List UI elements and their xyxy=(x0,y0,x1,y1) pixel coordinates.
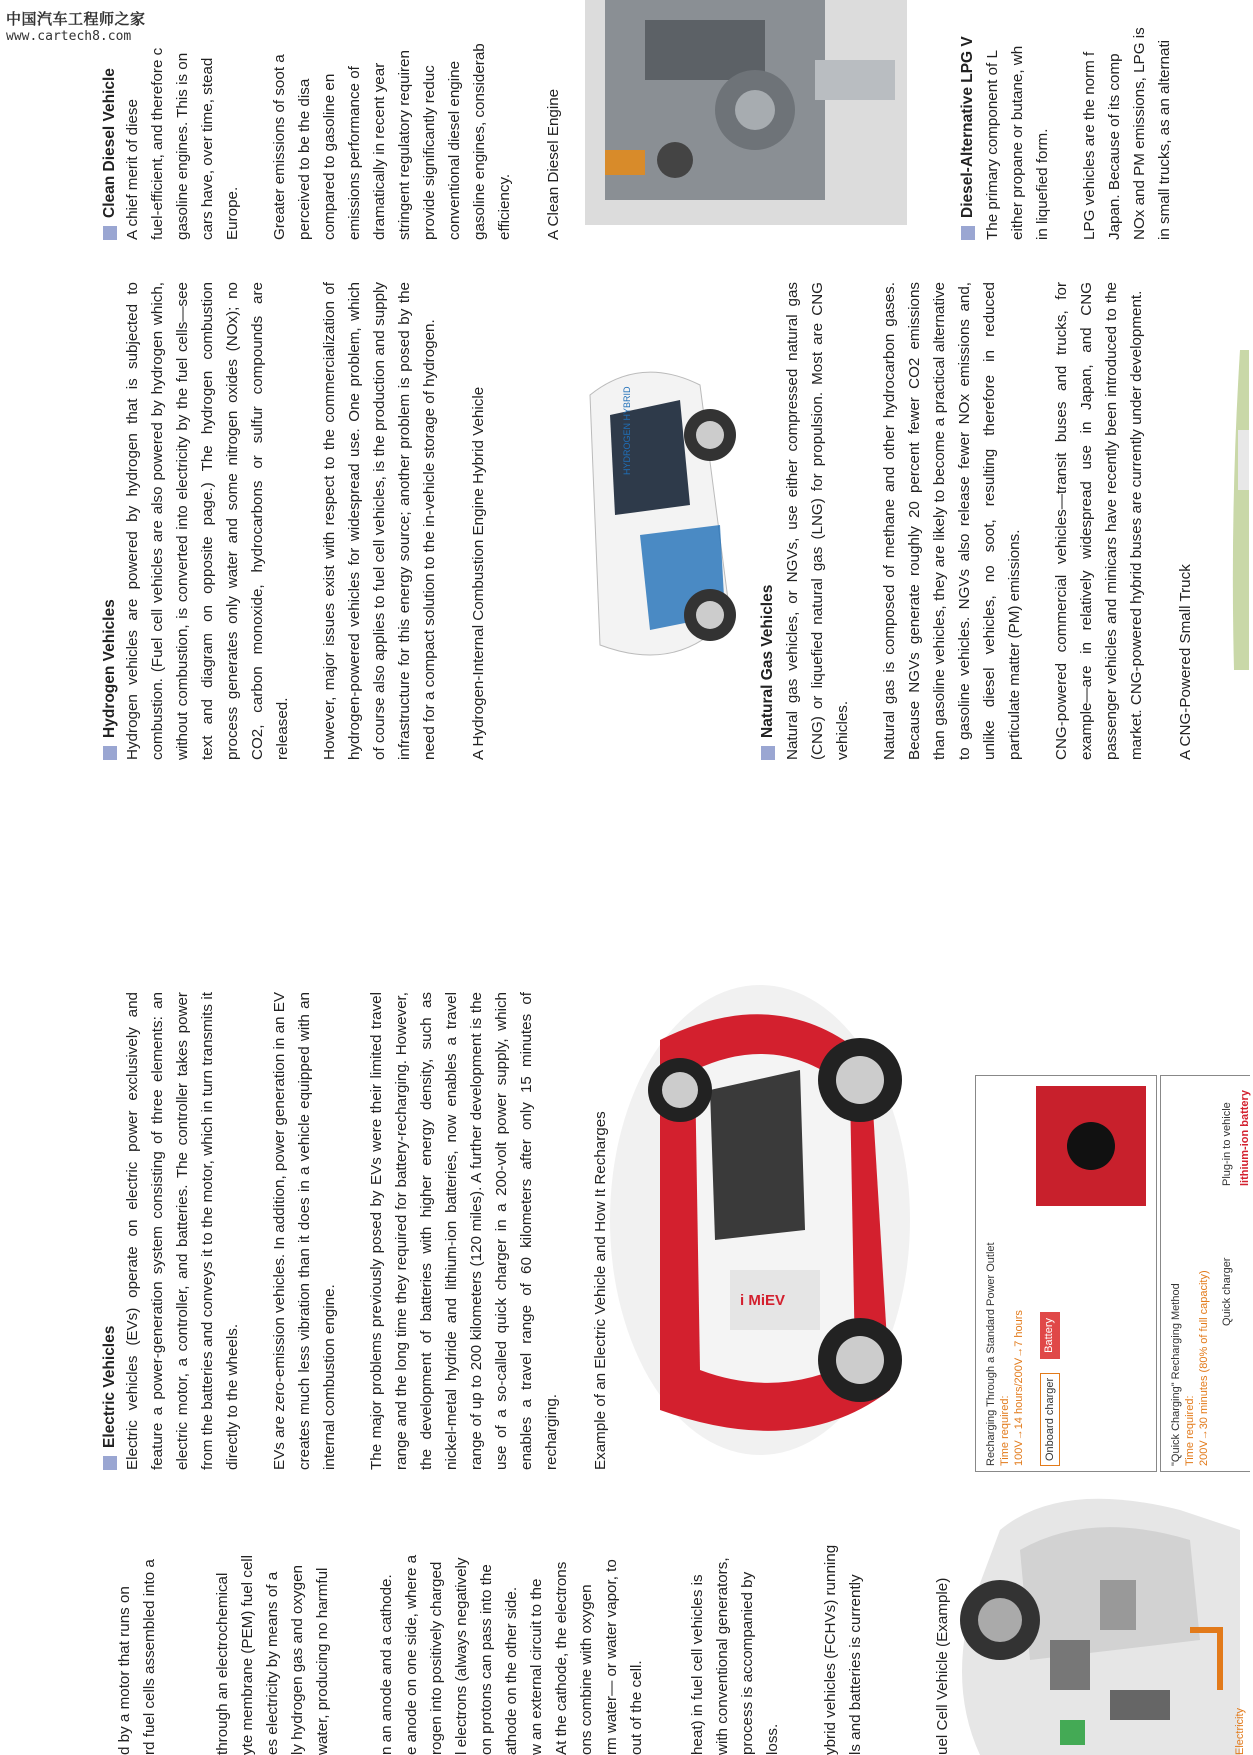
diesel-body xyxy=(120,0,566,240)
ev-standard-outlet-diagram xyxy=(975,1075,1157,1472)
diesel-line: compared to gasoline en xyxy=(321,73,338,240)
diag1-time-value: 100V→14 hours/200V→7 hours xyxy=(1013,1310,1025,1466)
hydrogen-heading-text: Hydrogen Vehicles xyxy=(101,599,118,738)
frag-line: rogen into positively charged xyxy=(428,1561,445,1755)
frag-line: with conventional generators, xyxy=(714,1557,731,1755)
diesel-line: A chief merit of diese xyxy=(124,99,141,240)
cng-truck-image xyxy=(1230,350,1249,670)
diesel-line: Europe. xyxy=(224,186,241,240)
ev-car-badge: i MiEV xyxy=(740,1292,786,1309)
diag2-quick: Quick charger xyxy=(1221,1257,1233,1326)
hydrogen-heading-block xyxy=(97,500,122,760)
diag2-quick-label xyxy=(1217,1206,1235,1326)
diag2-text xyxy=(1169,1086,1211,1466)
frag-line: l electrons (always negatively xyxy=(453,1557,470,1755)
diag2-time-label: Time required: xyxy=(1184,1395,1196,1466)
section-bullet-icon xyxy=(961,226,975,240)
diesel-line: provide significantly reduc xyxy=(421,65,438,240)
lpg-line: LPG vehicles are the norm f xyxy=(1081,51,1098,240)
lpg-line: either propane or butane, wh xyxy=(1009,45,1026,240)
diesel-caption: A Clean Diesel Engine xyxy=(545,88,562,240)
section-bullet-icon xyxy=(103,226,117,240)
electricity-label: Electricity xyxy=(1234,1707,1246,1755)
diag2-time-value: 200V→30 minutes (80% of full capacity) xyxy=(1198,1270,1210,1466)
lpg-heading-text: Diesel-Alternative LPG V xyxy=(959,36,976,218)
diesel-line: dramatically in recent year xyxy=(371,62,388,240)
watermark-chinese: 中国汽车工程师之家 xyxy=(6,10,146,28)
frag-line: rm water— or water vapor, to xyxy=(603,1559,620,1755)
ev-paragraph-3: The major problems previously posed by EVs were their limited travel range and the long time they required for battery-recharging. However, the development of batteries with higher energy density, such as nickel-metal hydride and lithium-ion batteries, now enables a travel range of up to 200 kilometers (120 miles). A further development is the use of a so-called quick charger in a 200-volt power supply, which enables a travel range of 60 kilometers after only 15 minutes of recharging. xyxy=(368,992,560,1470)
frag-line: ly hydrogen gas and oxygen xyxy=(289,1565,306,1755)
diag2-title: "Quick Charging" Recharging Method xyxy=(1170,1283,1182,1466)
diag1-title: Recharging Through a Standard Power Outlet xyxy=(985,1242,997,1466)
lpg-body xyxy=(980,0,1177,240)
hydrogen-paragraph-2: However, major issues exist with respect to the commercialization of hydrogen-powered vehicles for widespread use. One problem, which of course also applies to fuel cell vehicles, is the production and supply infrastructure for this energy source; another problem is posed by the need for a compact solution to the in-vehicle storage of hydrogen. xyxy=(321,282,438,760)
diesel-line: fuel-efficient, and therefore c xyxy=(149,47,166,240)
hydrogen-body xyxy=(120,282,491,760)
lpg-heading xyxy=(955,0,980,240)
frag-line: through an electrochemical xyxy=(214,1572,231,1755)
frag-line: At the cathode, the electrons xyxy=(553,1561,570,1755)
frag-line: ybrid vehicles (FCHVs) running xyxy=(822,1544,839,1755)
frag-line: e anode on one side, where a xyxy=(403,1554,420,1755)
watermark-url: www.cartech8.com xyxy=(6,29,132,44)
hydrogen-paragraph-1: Hydrogen vehicles are powered by hydrogen that is subjected to combustion. (Fuel cell vehicles are also powered by hydrogen which, without combustion, is converted into electricity by the fuel cells—see text and diagram on opposite page.) The hydrogen combustion process generates only water and some nitrogen oxides (NOx); no CO2, carbon monoxide, hydrocarbons or sulfur compounds are released. xyxy=(124,282,291,760)
diesel-heading xyxy=(97,0,122,240)
frag-anode-block xyxy=(374,1425,649,1755)
ngv-paragraph-2: Natural gas is composed of methane and other hydrocarbon gases. Because NGVs generate roughly 20 percent fewer CO2 emissions than gasoline vehicles, they are likely to become a practical alternative to gasoline vehicles. NGVs also release fewer NOx emissions and, unlike diesel vehicles, no soot, resulting therefore in reduced particulate matter (PM) emissions. xyxy=(881,282,1023,760)
frag-motor-block xyxy=(112,1435,162,1755)
ngv-paragraph-1: Natural gas vehicles, or NGVs, use either compressed natural gas (CNG) or liquefied natural gas (LNG) for propulsion. Most are CNG vehicles. xyxy=(784,282,851,760)
ngv-heading-text: Natural Gas Vehicles xyxy=(759,584,776,738)
frag-hybrid-block xyxy=(818,1425,868,1755)
frag-line: athode on the other side. xyxy=(503,1586,520,1755)
frag-line: w an external circuit to the xyxy=(528,1578,545,1755)
diag2-battery-label xyxy=(1235,1066,1253,1186)
hydrogen-car-image xyxy=(570,355,740,680)
diag1-plug-photo xyxy=(1036,1086,1146,1206)
ngv-paragraph-3: CNG-powered commercial vehicles—transit buses and trucks, for example—are in relatively widespread use in Japan, and CNG passenger vehicles and minicars have recently been introduced to the market. CNG-powered hybrid buses are currently under development. xyxy=(1053,282,1145,760)
frag-line: ons combine with oxygen xyxy=(578,1584,595,1755)
diesel-line: stringent regulatory requiren xyxy=(396,50,413,240)
frag-line: es electricity by means of a xyxy=(264,1571,281,1755)
clean-diesel-engine-image xyxy=(585,0,907,225)
frag-line: on protons can pass into the xyxy=(478,1564,495,1755)
diag2-plug-label xyxy=(1217,1066,1235,1186)
lpg-line: The primary component of L xyxy=(984,50,1001,240)
ev-car-image xyxy=(600,970,910,1470)
hydrogen-car-text: HYDROGEN HYBRID xyxy=(622,386,632,475)
ngv-body xyxy=(780,282,1198,760)
ngv-heading xyxy=(755,500,780,760)
ev-caption: Example of an Electric Vehicle and How It Recharges xyxy=(592,1111,609,1470)
frag-line: loss. xyxy=(764,1723,781,1755)
frag-line: ls and batteries is currently xyxy=(847,1574,864,1755)
frag-line: water, producing no harmful xyxy=(314,1567,331,1755)
diag1-battery: Battery xyxy=(1040,1312,1060,1359)
frag-line: n an anode and a cathode. xyxy=(378,1574,395,1755)
diesel-line: cars have, over time, stead xyxy=(199,57,216,240)
lpg-line: in liquefied form. xyxy=(1034,128,1051,240)
lpg-line: Japan. Because of its comp xyxy=(1106,53,1123,240)
ev-body xyxy=(120,992,613,1470)
ev-paragraph-2: EVs are zero-emission vehicles. In addition, power generation in an EV creates much less vibration than it does in a vehicle equipped with an internal combustion engine. xyxy=(271,992,338,1470)
diagram-electricity-label xyxy=(1230,1665,1248,1755)
lpg-line: in small trucks, as an alternati xyxy=(1156,39,1173,240)
section-bullet-icon xyxy=(103,1456,117,1470)
frag-line: process is accompanied by xyxy=(739,1571,756,1755)
frag-line: out of the cell. xyxy=(628,1660,645,1755)
diesel-heading-block xyxy=(97,0,122,240)
ev-quick-charge-diagram xyxy=(1160,1075,1250,1472)
diesel-line: Greater emissions of soot a xyxy=(271,54,288,240)
hydrogen-heading xyxy=(97,500,122,760)
diag1-time-label: Time required: xyxy=(999,1395,1011,1466)
frag-heat-block xyxy=(685,1425,785,1755)
ev-heading-block xyxy=(97,970,122,1470)
frag-line: yte membrane (PEM) fuel cell xyxy=(239,1554,256,1755)
section-bullet-icon xyxy=(103,746,117,760)
frag-line: heat) in fuel cell vehicles is xyxy=(689,1574,706,1755)
diesel-line: gasoline engines. This is on xyxy=(174,52,191,240)
lpg-line: NOx and PM emissions, LPG is xyxy=(1131,27,1148,240)
diag1-onboard: Onboard charger xyxy=(1040,1373,1060,1466)
diesel-line: emissions performance of xyxy=(346,66,363,240)
ngv-heading-block xyxy=(755,500,780,760)
ev-heading xyxy=(97,970,122,1470)
diesel-heading-text: Clean Diesel Vehicle xyxy=(101,68,118,218)
diesel-line: efficiency. xyxy=(496,173,513,240)
section-bullet-icon xyxy=(761,746,775,760)
lpg-heading-block xyxy=(955,0,980,240)
hydrogen-caption: A Hydrogen-Internal Combustion Engine Hybrid Vehicle xyxy=(470,386,487,760)
diesel-line: perceived to be the disa xyxy=(296,78,313,240)
fuel-cell-vehicle-image xyxy=(940,1490,1240,1755)
frag-line: rd fuel cells assembled into a xyxy=(141,1559,158,1755)
diesel-line: conventional diesel engine xyxy=(446,60,463,240)
caption-text: uel Cell Vehicle (Example) xyxy=(934,1577,951,1755)
ngv-caption: A CNG-Powered Small Truck xyxy=(1177,564,1194,760)
ev-paragraph-1: Electric vehicles (EVs) operate on electric power exclusively and feature a power-generation system consisting of three elements: an electric motor, a controller, and batteries. The controller takes power from the batteries and conveys it to the motor, which in turn transmits it directly to the wheels. xyxy=(124,992,241,1470)
diesel-line: gasoline engines, considerab xyxy=(471,43,488,240)
frag-pem-block xyxy=(210,1435,335,1755)
ev-heading-text: Electric Vehicles xyxy=(101,1325,118,1448)
frag-line: d by a motor that runs on xyxy=(116,1586,133,1755)
diag2-battery: lithium-ion battery xyxy=(1239,1090,1251,1186)
diag2-plug: Plug-in to vehicle xyxy=(1221,1102,1233,1186)
